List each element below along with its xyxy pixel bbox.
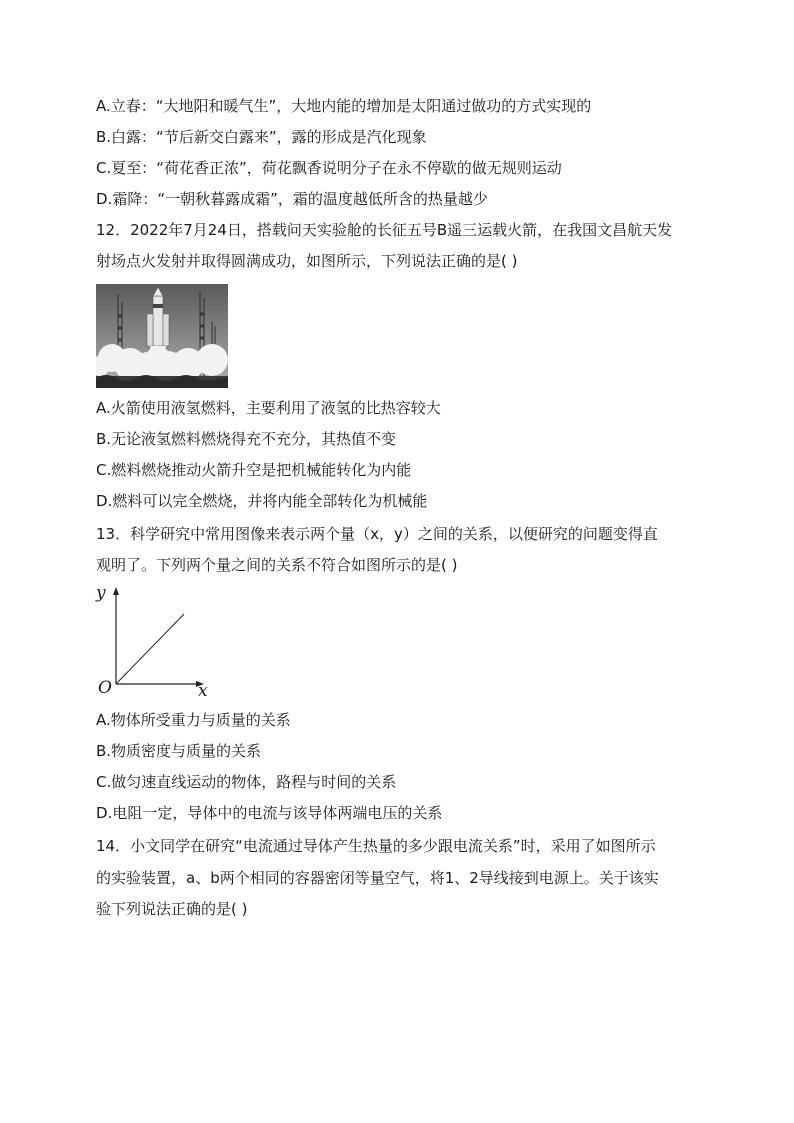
q14-stem-line-3: 验下列说法正确的是( ) — [96, 900, 248, 918]
q11-option-b: B.白露：“节后新交白露来”，露的形成是汽化现象 — [96, 128, 427, 146]
xy-graph — [92, 584, 217, 700]
q13-option-d: D.电阻一定，导体中的电流与该导体两端电压的关系 — [96, 804, 443, 822]
q11-option-a: A.立春：“大地阳和暖气生”，大地内能的增加是太阳通过做功的方式实现的 — [96, 97, 592, 115]
q12-stem-line-2: 射场点火发射并取得圆满成功，如图所示，下列说法正确的是( ) — [96, 252, 518, 270]
q12-option-b: B.无论液氢燃料燃烧得充不充分，其热值不变 — [96, 430, 397, 448]
q12-option-c: C.燃料燃烧推动火箭升空是把机械能转化为内能 — [96, 461, 412, 479]
rocket-launch-photo — [96, 284, 228, 388]
y-axis-arrow — [113, 587, 119, 595]
q12-option-a: A.火箭使用液氢燃料，主要利用了液氢的比热容较大 — [96, 399, 441, 417]
q12-stem-line-1: 12．2022年7月24日，搭载问天实验舱的长征五号B遥三运载火箭，在我国文昌航天发 — [96, 221, 673, 239]
y-axis-label: y — [96, 583, 106, 603]
q11-option-d: D.霜降：“一朝秋暮露成霜”，霜的温度越低所含的热量越少 — [96, 190, 488, 208]
q14-stem-line-1: 14．小文同学在研究“电流通过导体产生热量的多少跟电流关系”时，采用了如图所示 — [96, 837, 656, 855]
x-axis-label: x — [198, 681, 208, 701]
q13-option-a: A.物体所受重力与质量的关系 — [96, 711, 291, 729]
proportional-line — [116, 614, 184, 684]
q12-option-d: D.燃料可以完全燃烧，并将内能全部转化为机械能 — [96, 492, 428, 510]
q13-stem-line-2: 观明了。下列两个量之间的关系不符合如图所示的是( ) — [96, 556, 458, 574]
q13-option-b: B.物质密度与质量的关系 — [96, 742, 262, 760]
q13-option-c: C.做匀速直线运动的物体，路程与时间的关系 — [96, 773, 397, 791]
q13-stem-line-1: 13．科学研究中常用图像来表示两个量（x，y）之间的关系，以便研究的问题变得直 — [96, 525, 658, 543]
origin-label: O — [98, 678, 112, 698]
q14-stem-line-2: 的实验装置，a、b两个相同的容器密闭等量空气，将1、2导线接到电源上。关于该实 — [96, 869, 659, 887]
q11-option-c: C.夏至：“荷花香正浓”，荷花飘香说明分子在永不停歇的做无规则运动 — [96, 159, 562, 177]
